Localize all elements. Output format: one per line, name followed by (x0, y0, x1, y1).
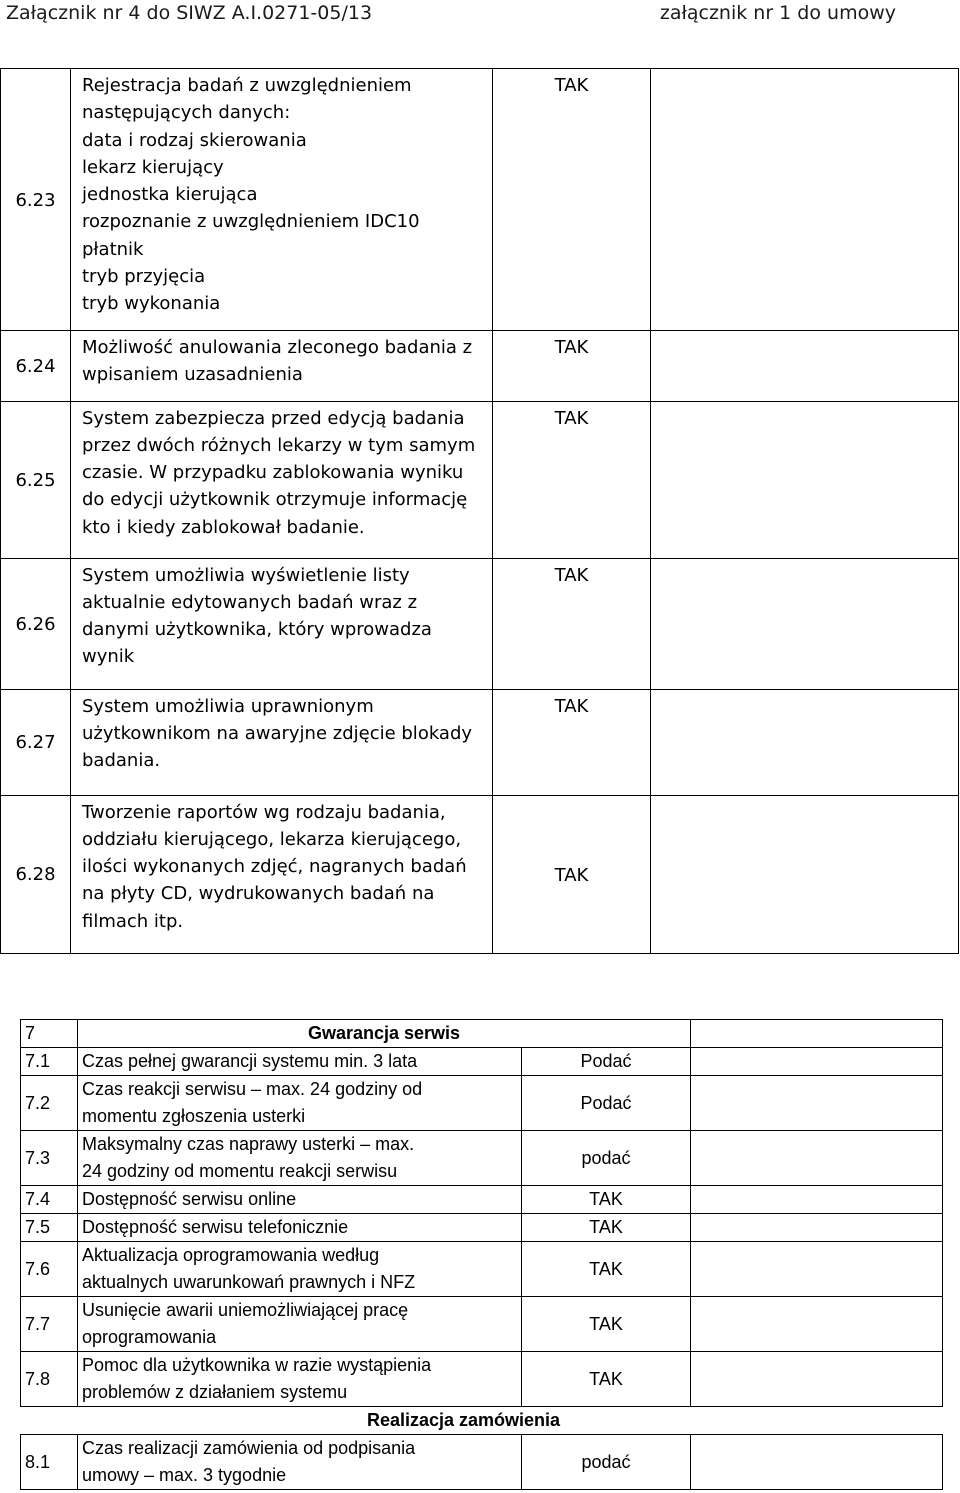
description-line: Dostępność serwisu telefonicznie (82, 1217, 349, 1237)
section-title: Gwarancja serwis (78, 1020, 691, 1048)
row-description (71, 401, 493, 558)
description-line: wynik (82, 646, 135, 668)
row-number: 7.5 (21, 1214, 78, 1242)
row-description (78, 1076, 522, 1131)
description-line: System umożliwia wyświetlenie listy (82, 564, 410, 586)
table-row (21, 1242, 943, 1297)
table-row (1, 795, 959, 953)
offer-cell (691, 1435, 943, 1490)
row-number: 6.27 (1, 689, 71, 795)
offer-cell (691, 1214, 943, 1242)
description-line: wpisaniem uzasadnienia (82, 364, 303, 386)
description-line: przez dwóch różnych lekarzy w tym samym (82, 434, 476, 456)
description-line: Usunięcie awarii uniemożliwiającej pracę (82, 1300, 409, 1320)
offer-cell (651, 69, 959, 331)
row-number: 6.28 (1, 795, 71, 953)
row-description (78, 1352, 522, 1407)
description-line: Tworzenie raportów wg rodzaju badania, (82, 801, 446, 823)
row-value: TAK (493, 69, 651, 331)
row-description (78, 1435, 522, 1490)
description-line: 24 godziny od momentu reakcji serwisu (82, 1161, 398, 1181)
description-line: danymi użytkownika, który wprowadza (82, 619, 432, 641)
section-row (21, 1407, 943, 1435)
description-line: rozpoznanie z uwzględnieniem IDC10 (82, 211, 420, 233)
row-number: 6.26 (1, 558, 71, 689)
offer-cell (691, 1352, 943, 1407)
description-line: Możliwość anulowania zleconego badania z (82, 337, 473, 358)
description-line: tryb wykonania (82, 293, 221, 315)
header-document-reference: Załącznik nr 4 do SIWZ A.I.0271-05/13 (6, 2, 373, 24)
row-number: 6.23 (1, 69, 71, 331)
row-value: TAK (493, 689, 651, 795)
description-line: Pomoc dla użytkownika w razie wystąpienia (82, 1355, 432, 1375)
row-number: 7.6 (21, 1242, 78, 1297)
description-line: płatnik (82, 238, 144, 260)
description-line: do edycji użytkownik otrzymuje informację (82, 489, 468, 511)
description-line: data i rodzaj skierowania (82, 129, 307, 151)
table-row (21, 1131, 943, 1186)
row-value: TAK (522, 1297, 691, 1352)
description-line: ilości wykonanych zdjęć, nagranych badań (82, 856, 467, 878)
row-value: TAK (493, 795, 651, 953)
description-line: problemów z działaniem systemu (82, 1382, 348, 1402)
row-description (71, 689, 493, 795)
header-contract-annex: załącznik nr 1 do umowy (659, 2, 896, 24)
offer-cell (651, 689, 959, 795)
section-title: Realizacja zamówienia (366, 1410, 561, 1430)
section-number: 7 (21, 1020, 78, 1048)
row-number: 6.25 (1, 401, 71, 558)
offer-cell (691, 1131, 943, 1186)
description-line: kto i kiedy zablokował badanie. (82, 516, 365, 538)
row-number: 7.8 (21, 1352, 78, 1407)
description-line: momentu zgłoszenia usterki (82, 1106, 306, 1126)
description-line: lekarz kierujący (82, 156, 224, 178)
description-line: System umożliwia uprawnionym (82, 695, 374, 717)
table-row (1, 331, 959, 402)
description-line: Czas reakcji serwisu – max. 24 godziny od (82, 1079, 423, 1099)
row-number: 7.2 (21, 1076, 78, 1131)
description-line: oddziału kierującego, lekarza kierującego, (82, 828, 462, 850)
row-number: 7.1 (21, 1048, 78, 1076)
row-value: TAK (522, 1242, 691, 1297)
offer-cell (651, 795, 959, 953)
row-number: 6.24 (1, 331, 71, 402)
description-line: Dostępność serwisu online (82, 1189, 297, 1209)
description-line: tryb przyjęcia (82, 266, 206, 288)
table-row (21, 1048, 943, 1076)
row-description (78, 1242, 522, 1297)
description-line: Czas pełnej gwarancji systemu min. 3 lata (82, 1051, 418, 1071)
description-line: na płyty CD, wydrukowanych badań na (82, 883, 435, 905)
table-row (1, 401, 959, 558)
table-row (21, 1352, 943, 1407)
description-line: Czas realizacji zamówienia od podpisania (82, 1438, 416, 1458)
row-description (78, 1214, 522, 1242)
offer-cell (691, 1242, 943, 1297)
row-description (78, 1048, 522, 1076)
row-value: podać (522, 1435, 691, 1490)
table-row (21, 1297, 943, 1352)
row-description (78, 1131, 522, 1186)
description-line: jednostka kierująca (82, 184, 258, 206)
table-row (21, 1435, 943, 1490)
row-value: TAK (493, 401, 651, 558)
description-line: System zabezpiecza przed edycją badania (82, 407, 465, 429)
requirements-table (0, 68, 959, 954)
description-line: aktualnie edytowanych badań wraz z (82, 591, 418, 613)
row-number: 7.7 (21, 1297, 78, 1352)
row-description (71, 331, 493, 402)
row-value: TAK (522, 1214, 691, 1242)
row-value: podać (522, 1131, 691, 1186)
row-description (71, 795, 493, 953)
row-value: TAK (493, 331, 651, 402)
description-line: następujących danych: (82, 102, 291, 124)
offer-cell (691, 1048, 943, 1076)
offer-cell (691, 1076, 943, 1131)
row-number: 8.1 (21, 1435, 78, 1490)
offer-cell (691, 1020, 943, 1048)
description-line: umowy – max. 3 tygodnie (82, 1465, 287, 1485)
table-row (1, 558, 959, 689)
row-description (71, 69, 493, 331)
description-line: badania. (82, 750, 161, 772)
offer-cell (691, 1297, 943, 1352)
offer-cell (651, 331, 959, 402)
row-description (78, 1297, 522, 1352)
row-description (78, 1186, 522, 1214)
table-row (21, 1186, 943, 1214)
row-value: TAK (522, 1352, 691, 1407)
row-value: TAK (522, 1186, 691, 1214)
row-description (71, 558, 493, 689)
offer-cell (651, 558, 959, 689)
description-line: filmach itp. (82, 910, 184, 932)
row-value: Podać (522, 1076, 691, 1131)
table-row (21, 1076, 943, 1131)
description-line: użytkownikom na awaryjne zdjęcie blokady (82, 722, 473, 744)
description-line: oprogramowania (82, 1327, 217, 1347)
row-number: 7.4 (21, 1186, 78, 1214)
row-value: TAK (493, 558, 651, 689)
service-table (20, 1019, 943, 1490)
table-row (21, 1214, 943, 1242)
section-row (21, 1020, 943, 1048)
row-value: Podać (522, 1048, 691, 1076)
offer-cell (691, 1186, 943, 1214)
offer-cell (651, 401, 959, 558)
table-row (1, 689, 959, 795)
description-line: aktualnych uwarunkowań prawnych i NFZ (82, 1272, 416, 1292)
description-line: Maksymalny czas naprawy usterki – max. (82, 1134, 415, 1154)
description-line: Rejestracja badań z uwzględnieniem (82, 75, 412, 96)
row-number: 7.3 (21, 1131, 78, 1186)
description-line: Aktualizacja oprogramowania według (82, 1245, 380, 1265)
table-row (1, 69, 959, 331)
description-line: czasie. W przypadku zablokowania wyniku (82, 462, 464, 484)
